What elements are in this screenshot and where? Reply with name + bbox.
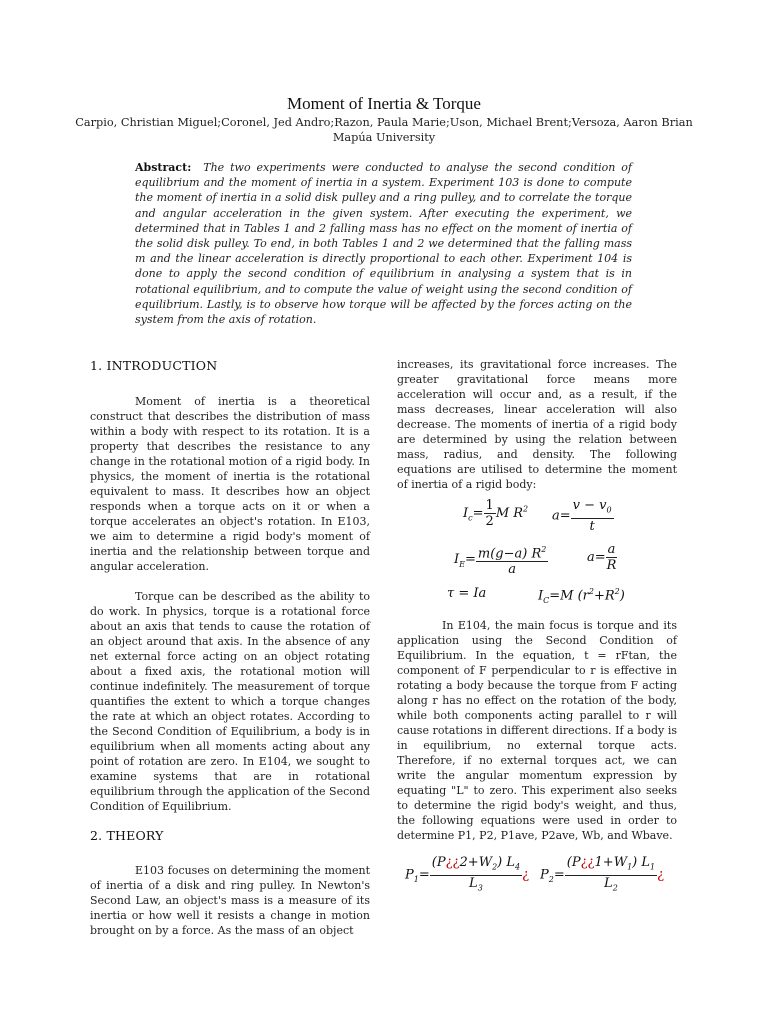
right-column bbox=[397, 357, 677, 897]
equation-row-3 bbox=[397, 580, 677, 616]
abstract-text: The two experiments were conducted to analyse the second condition of equilibrium and the moment of inertia in a system. Experiment 103 is done to compute the moment of inertia in a solid disk pulley and a ring pulley, and to correlate the torque and angular acceleration in the given system. After executing the experiment, we determined that in Tables 1 and 2 falling mass has no effect on the moment of inertia of the solid disk pulley. To end, in both Tables 1 and 2 we determined that the falling mass m and the linear acceleration is directly proportional to each other. Experiment 104 is done to apply the second condition of equilibrium in analysing a system that is in rotational equilibrium, and to compute the value of weight using the second condition of equilibrium. Lastly, is to observe how torque will be affected by the forces acting on the system from the axis of rotation. bbox=[135, 161, 632, 327]
affiliation: Mapúa University bbox=[332, 131, 436, 144]
introduction-heading: 1. INTRODUCTION bbox=[90, 358, 218, 373]
equation-row-1 bbox=[397, 492, 677, 534]
moment-of-inertia-disk-equation: $I_c=$ $\frac{1}{2}$ M $R^2$ bbox=[463, 498, 529, 529]
equation-row-4 bbox=[397, 849, 677, 897]
angular-acceleration-equation: a= $\frac{a}{R}$ bbox=[587, 542, 617, 573]
theory-heading: 2. THEORY bbox=[90, 828, 164, 843]
abstract-label: Abstract: bbox=[135, 161, 192, 174]
theory-paragraph-3: In E104, the main focus is torque and its application using the Second Condition of Equilibrium. In the equation, t = rFtan, the component of F perpendicular to r is effective in rotating a body because the torque from F acting along r has no effect on the rotation of the body, while both components acting parallel to r will cause rotations in different directions. If a body is in equilibrium, no external torque acts. Therefore, if no external torques act, we can write the angular momentum expression by equating "L" to zero. This experiment also seeks to determine the rigid body's weight, and thus, the following equations were used in order to determine P1, P2, P1ave, P2ave, Wb, and Wbave. bbox=[397, 619, 677, 842]
linear-acceleration-equation: a= $\frac{v - v_0}{t}$ bbox=[552, 498, 612, 534]
theory-paragraph-1: E103 focuses on determining the moment of inertia of a disk and ring pulley. In Newton's Second Law, an object's mass is a measure of its inertia or how well it resists a change in motion brought on by a force. As the mass of an object bbox=[90, 864, 370, 937]
introduction-paragraph-2: Torque can be described as the ability to do work. In physics, torque is a rotational force about an axis that tends to cause the rotation of an object around that axis. In the absence of any net external force acting on an object rotating about a fixed axis, the rotational motion will continue indefinitely. The measurement of torque quantifies the extent to which a torque changes the rate at which an object rotates. According to the Second Condition of Equilibrium, a body is in equilibrium when all moments acting about any point of rotation are zero. In E104, we sought to examine systems that are in rotational equilibrium through the application of the Second Condition of Equilibrium. bbox=[90, 590, 370, 813]
p2-equation: $P_2=$ $\frac{(P¿¿1+W_1) L_1}{L_2}$ ¿ bbox=[540, 855, 665, 893]
experimental-inertia-equation: $I_E=$ $\frac{m(g-a) R^2}{a}$ bbox=[454, 542, 548, 577]
equation-row-2 bbox=[397, 534, 677, 580]
torque-equation: τ = Ia bbox=[447, 586, 487, 601]
author-list: Carpio, Christian Miguel;Coronel, Jed Andro;Razon, Paula Marie;Uson, Michael Brent;Versoza, Aaron Brian bbox=[75, 116, 693, 129]
introduction-paragraph-1: Moment of inertia is a theoretical construct that describes the distribution of mass within a body with respect to its rotation. It is a property that describes the resistance to any change in the rotational motion of a rigid body. In physics, the moment of inertia is the rotational equivalent to mass. It describes how an object responds when a torque acts on it or when a torque accelerates an object's rotation. In E103, we aim to determine a rigid body's moment of inertia and the relationship between torque and angular acceleration. bbox=[90, 395, 370, 573]
p1-equation: $P_1=$ $\frac{(P¿¿2+W_2) L_4}{L_3}$ ¿ bbox=[405, 855, 530, 893]
moment-of-inertia-ring-equation: $I_C=M$ $(r^2+R^2)$ bbox=[538, 587, 625, 605]
abstract bbox=[135, 160, 632, 327]
theory-paragraph-2: increases, its gravitational force increases. The greater gravitational force means more acceleration will occur and, as a result, if the mass decreases, linear acceleration will also decrease. The moments of inertia of a rigid body are determined by using the relation between mass, radius, and density. The following equations are utilised to determine the moment of inertia of a rigid body: bbox=[397, 358, 677, 491]
left-column bbox=[90, 357, 370, 938]
paper-title: Moment of Inertia & Torque bbox=[287, 94, 481, 113]
